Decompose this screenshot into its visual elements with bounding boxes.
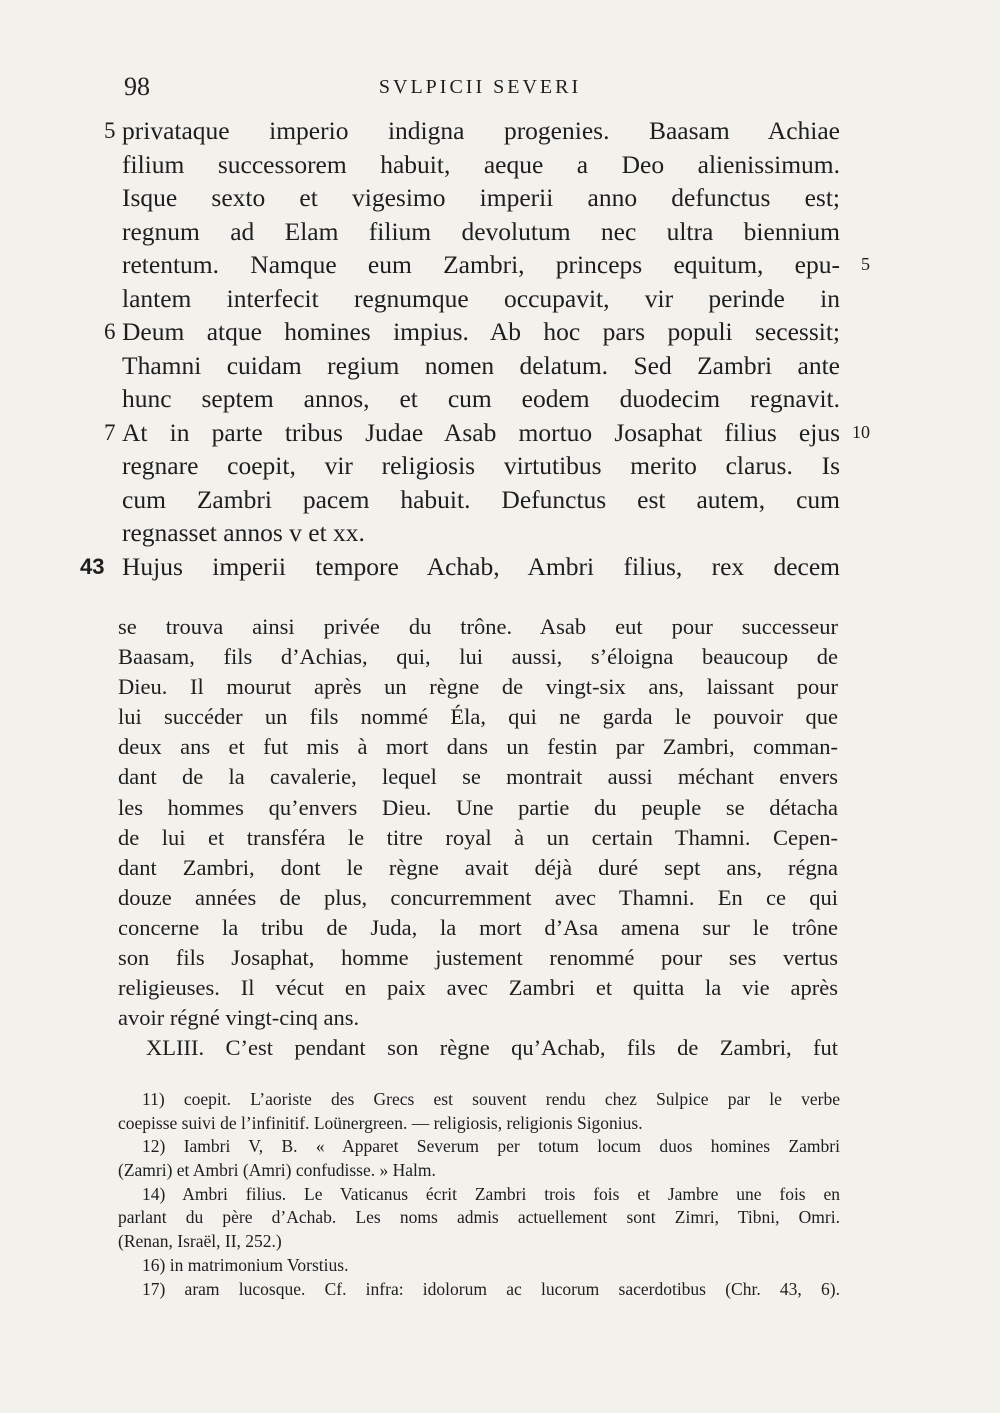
notes-line (118, 1206, 840, 1230)
notes-line-text: (Renan, Israël, II, 252.) (118, 1231, 282, 1252)
french-line-text: son fils Josaphat, homme justement renommé pour ses vertus (118, 945, 838, 971)
french-line (118, 672, 838, 702)
french-line-text: Baasam, fils d’Achias, qui, lui aussi, s’éloigna beaucoup de (118, 644, 838, 670)
french-line (118, 943, 838, 973)
latin-line (122, 516, 840, 550)
french-line-text: dant de la cavalerie, lequel se montrait aussi méchant envers (118, 764, 838, 790)
notes-line-text: (Zamri) et Ambri (Amri) confudisse. » Halm. (118, 1160, 436, 1181)
french-line (118, 913, 838, 943)
french-line (118, 1033, 838, 1063)
french-line-text: religieuses. Il vécut en paix avec Zambri et quitta la vie après (118, 975, 838, 1001)
french-line (118, 793, 838, 823)
notes-line-text: 14) Ambri filius. Le Vaticanus écrit Zambri trois fois et Jambre une fois en (142, 1183, 840, 1204)
notes-line (118, 1254, 840, 1278)
french-line-text: douze années de plus, concurremment avec Thamni. En ce qui (118, 884, 838, 910)
french-line (118, 883, 838, 913)
section-number: 5 (104, 118, 116, 143)
french-line-text: dant Zambri, dont le règne avait déjà duré sept ans, régna (118, 854, 838, 880)
french-line (118, 642, 838, 672)
french-line (118, 762, 838, 792)
french-line (118, 973, 838, 1003)
notes-line-text: 17) aram lucosque. Cf. infra: idolorum ac lucorum sacerdotibus (Chr. 43, 6). (142, 1278, 840, 1299)
french-line-text: concerne la tribu de Juda, la mort d’Asa amena sur le trône (118, 914, 838, 940)
footnotes (118, 1088, 840, 1301)
latin-line (122, 181, 840, 215)
notes-line-text: 12) Iambri V, B. « Apparet Severum per totum locum duos homines Zambri (142, 1136, 840, 1157)
notes-line (118, 1112, 840, 1136)
latin-line-text: Hujus imperii tempore Achab, Ambri filius, rex decem (122, 551, 840, 581)
french-line (118, 732, 838, 762)
french-line-text: Dieu. Il mourut après un règne de vingt-six ans, laissant pour (118, 674, 838, 700)
notes-line-text: coepisse suivi de l’infinitif. Loünergreen. — religiosis, religionis Sigonius. (118, 1112, 643, 1133)
french-line-text: les hommes qu’envers Dieu. Une partie du peuple se détacha (118, 794, 838, 820)
notes-line (118, 1159, 840, 1183)
latin-line (80, 550, 840, 584)
line-number: 5 (861, 254, 870, 274)
running-head: SVLPICII SEVERI (378, 76, 582, 98)
french-line-text: XLIII. C’est pendant son règne qu’Achab, fils de Zambri, fut (146, 1035, 838, 1061)
latin-line (104, 416, 870, 450)
notes-line (118, 1183, 840, 1207)
section-number: 6 (104, 319, 116, 344)
latin-line (104, 315, 840, 349)
latin-line (122, 148, 840, 182)
chapter-number: 43 (80, 553, 105, 579)
latin-line (104, 114, 840, 148)
notes-line (118, 1135, 840, 1159)
french-line-text: avoir régné vingt-cinq ans. (118, 1005, 360, 1031)
french-translation (118, 612, 838, 1063)
page-number: 98 (124, 72, 150, 101)
latin-line-text: regnasset annos v et xx. (122, 518, 365, 547)
latin-line (122, 248, 870, 282)
latin-line (122, 215, 840, 249)
latin-line (122, 282, 840, 316)
latin-line-text: Deum atque homines impius. Ab hoc pars populi secessit; (122, 317, 840, 346)
french-line (118, 853, 838, 883)
latin-line-text: retentum. Namque eum Zambri, princeps equitum, epu- (122, 250, 840, 279)
page-header (120, 72, 840, 112)
latin-line-text: regnum ad Elam filium devolutum nec ultra biennium (122, 216, 840, 246)
notes-line (118, 1230, 840, 1254)
notes-line-text: parlant du père d’Achab. Les noms admis actuellement sont Zimri, Tibni, Omri. (118, 1207, 840, 1228)
latin-line-text: Thamni cuidam regium nomen delatum. Sed Zambri ante (122, 350, 840, 380)
french-line (118, 612, 838, 642)
latin-line-text: lantem interfecit regnumque occupavit, vir perinde in (122, 283, 840, 313)
section-number: 7 (104, 419, 116, 445)
latin-line (122, 382, 840, 416)
latin-line-text: At in parte tribus Judae Asab mortuo Josaphat filius ejus (122, 417, 840, 447)
french-line (118, 702, 838, 732)
latin-line-text: cum Zambri pacem habuit. Defunctus est autem, cum (122, 484, 840, 514)
french-line-text: se trouva ainsi privée du trône. Asab eut pour successeur (118, 614, 838, 639)
notes-line (118, 1088, 840, 1112)
notes-line-text: 11) coepit. L’aoriste des Grecs est souvent rendu chez Sulpice par le verbe (142, 1089, 840, 1109)
notes-line-text: 16) in matrimonium Vorstius. (142, 1254, 349, 1275)
latin-line-text: Isque sexto et vigesimo imperii anno defunctus est; (122, 183, 840, 212)
notes-line (118, 1278, 840, 1302)
latin-line-text: privataque imperio indigna progenies. Baasam Achiae (122, 116, 840, 145)
latin-line (122, 483, 840, 517)
french-line (118, 823, 838, 853)
french-line-text: deux ans et fut mis à mort dans un festin par Zambri, comman- (118, 734, 838, 760)
latin-line-text: filium successorem habuit, aeque a Deo alienissimum. (122, 149, 840, 179)
french-line (118, 1003, 838, 1033)
latin-line-text: hunc septem annos, et cum eodem duodecim regnavit. (122, 384, 840, 413)
latin-line-text: regnare coepit, vir religiosis virtutibus merito clarus. Is (122, 451, 840, 480)
latin-line (122, 449, 840, 483)
latin-line (122, 349, 840, 383)
line-number: 10 (852, 421, 870, 442)
french-line-text: lui succéder un fils nommé Éla, qui ne garda le pouvoir que (118, 704, 838, 730)
latin-text (80, 114, 870, 583)
french-line-text: de lui et transféra le titre royal à un certain Thamni. Cepen- (118, 824, 838, 850)
